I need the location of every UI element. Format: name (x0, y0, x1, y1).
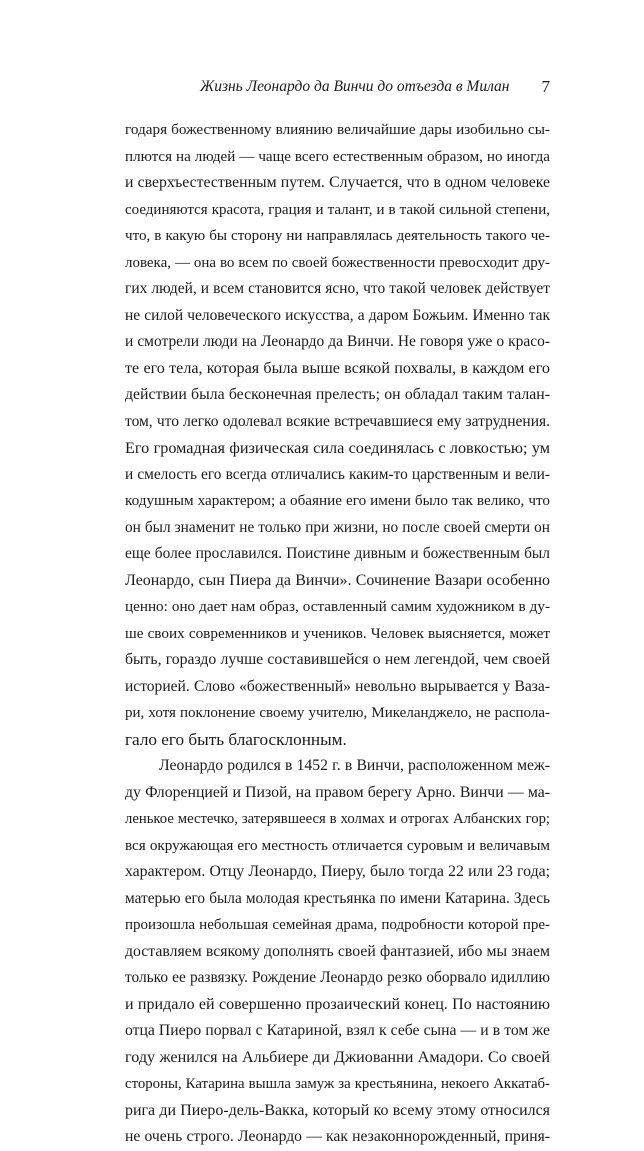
text-line: что, в какую бы сторону ни направлялась деятельность такого че- (125, 228, 550, 244)
body-text (125, 117, 550, 1151)
text-line: плются на людей — чаще всего естественным образом, но иногда (125, 148, 550, 165)
text-line: историей. Слово «божественный» невольно вырывается у Ваза- (125, 677, 550, 695)
paragraph-2 (125, 753, 550, 1151)
text-line: ценно: оно дает нам образ, оставленный самим художником в ду- (125, 598, 550, 615)
text-line: ленькое местечко, затерявшееся в холмах и отрогах Албанских гор; (125, 811, 550, 827)
text-line: ри, хотя поклонение своему учителю, Микеланджело, не распола- (125, 705, 550, 721)
text-line: произошла небольшая семейная драма, подробности которой пре- (125, 917, 550, 933)
text-line: рига ди Пиеро-дель-Вакка, который ко всему этому относился (125, 1101, 550, 1119)
text-line: гих людей, и всем становится ясно, что такой человек действует (125, 280, 550, 297)
text-line: Его громадная физическая сила соединялась с ловкостью; ум (125, 439, 550, 457)
running-head (200, 78, 550, 100)
text-line: действии была бесконечная прелесть; он обладал таким талан- (125, 386, 550, 403)
text-line: быть, гораздо лучше составившейся о нем легендой, чем своей (125, 651, 550, 668)
running-title: Жизнь Леонардо да Винчи до отъезда в Милан (200, 78, 510, 95)
text-line: соединяются красота, грация и талант, и в такой сильной степени, (125, 201, 550, 218)
text-line: матерью его была молодая крестьянка по имени Катарина. Здесь (125, 889, 550, 907)
page-number: 7 (541, 77, 550, 96)
text-line: только ее развязку. Рождение Леонардо резко оборвало идиллию (125, 969, 550, 986)
text-line: и смелость его всегда отличались каким-то царственным и вели- (125, 465, 550, 483)
text-line: и сверхъестественным путем. Случается, что в одном человеке (125, 174, 550, 191)
text-line: ше своих современников и учеников. Человек выясняется, может (125, 624, 550, 642)
text-line: годаря божественному влиянию величайшие дары изобильно сы- (125, 121, 550, 138)
text-line: еще более прославился. Поистине дивным и божественным был (125, 545, 550, 562)
text-line: кодушным характером; а обаяние его имени было так велико, что (125, 492, 550, 509)
text-line: вся окружающая его местность отличается суровым и величавым (125, 836, 550, 854)
text-line: характером. Отцу Леонардо, Пиеру, было тогда 22 или 23 года; (125, 863, 550, 880)
text-line: и смотрели люди на Леонардо да Винчи. Не говоря уже о красо- (125, 333, 550, 350)
text-line: Леонардо, сын Пиера да Винчи». Сочинение Вазари особенно (125, 571, 550, 589)
text-line: не силой человеческого искусства, а даром Божьим. Именно так (125, 306, 550, 324)
text-line: гало его быть благосклонным. (125, 729, 347, 749)
text-line: не очень строго. Леонардо — как незаконнорожденный, приня- (125, 1128, 550, 1145)
text-line: ду Флоренцией и Пизой, на правом берегу Арно. Винчи — ма- (125, 783, 550, 801)
text-line: он был знаменит не только при жизни, но после своей смерти он (125, 518, 550, 536)
text-line: ловека, — она во всем по своей божественности превосходит дру- (125, 254, 550, 271)
text-line: году женился на Альбиере ди Джиованни Амадори. Со своей (125, 1048, 550, 1066)
text-line: отца Пиеро порвал с Катариной, взял к себе сына — и в том же (125, 1022, 550, 1039)
text-line: и придало ей совершенно прозаический конец. По настоянию (125, 995, 550, 1013)
text-line: те его тела, которая была выше всякой похвалы, в каждом его (125, 359, 550, 377)
text-line: стороны, Катарина вышла замуж за крестьянина, некоего Аккатаб- (125, 1076, 550, 1092)
paragraph-1 (125, 117, 550, 753)
text-line: том, что легко одолевал всякие встречавшиеся ему затруднения. (125, 412, 550, 430)
text-line: Леонардо родился в 1452 г. в Винчи, расположенном меж- (159, 757, 550, 774)
text-line: доставляем всякому дополнять своей фантазией, ибо мы знаем (125, 942, 550, 960)
